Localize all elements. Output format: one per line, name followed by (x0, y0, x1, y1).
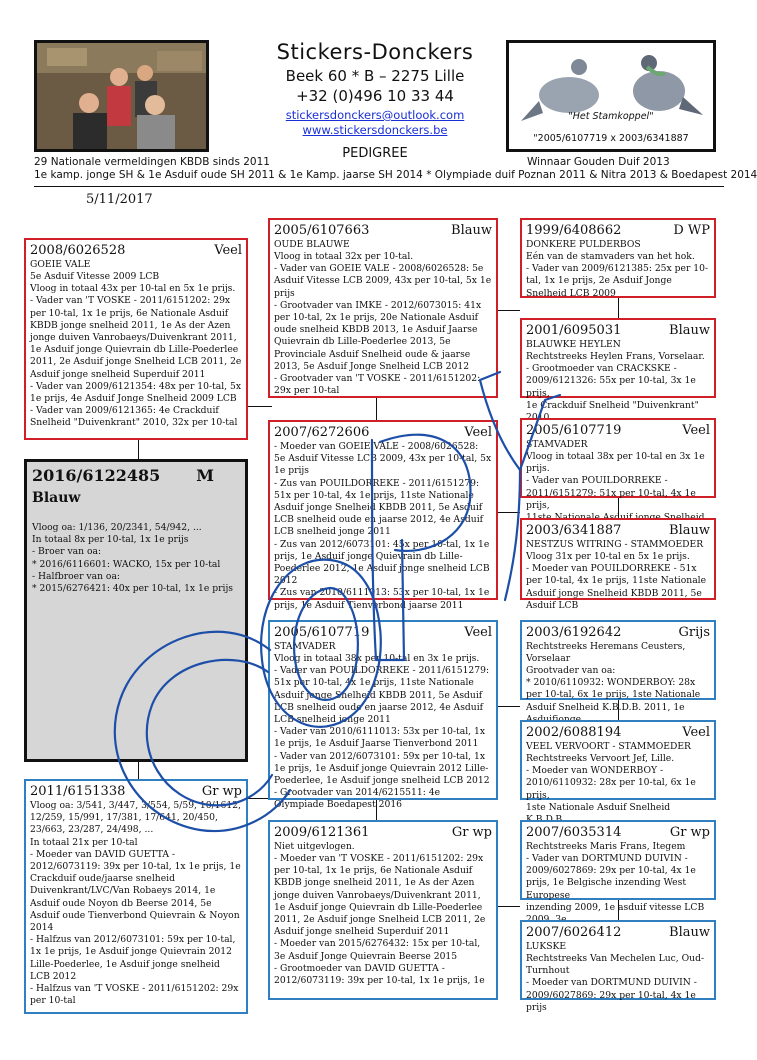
ds-dam-header (526, 724, 710, 741)
connector-dd-grand (498, 906, 520, 907)
dd-dam-card (520, 920, 716, 1013)
sire-sire-name: OUDE BLAUWE (274, 239, 350, 250)
header-phone: +32 (0)496 10 33 44 (296, 87, 454, 105)
dam-dam-line: - Moeder van 2015/6276432: 15x per 10-tal, 3e Asduif Jonge Quievrain Beerse 2015 (274, 938, 481, 962)
sd-sire-header (526, 422, 710, 439)
sire-line: Vloog in totaal 43x per 10-tal en 5x 1e prijs. (30, 283, 236, 295)
dam-card (24, 779, 248, 1014)
sire-ring: 2008/6026528 (30, 243, 126, 258)
dam-line: Vloog oa: 3/541, 3/447, 3/554, 5/59, 10/1612, 12/259, 15/991, 17/381, 17/641, 20/450, 23/663, 23/287, 24/498, ... (30, 800, 241, 836)
dam-color: Gr wp (201, 784, 242, 799)
subject-card (24, 459, 248, 762)
ss-sire-line: - Vader van 2009/6121385: 25x per 10-tal, 1x 1e prijs, 2e Asduif Jonge Snelheid LCB 2009 (526, 263, 709, 299)
connector-sire-subject (138, 440, 139, 459)
connector-subject-dam (138, 762, 139, 779)
header-divider (34, 186, 724, 187)
sd-dam-line: Vloog 31x per 10-tal en 5x 1e prijs. (526, 551, 690, 562)
ss-dam-line: Rechtstreeks Heylen Frans, Vorselaar. (526, 351, 705, 362)
subject-line: Vloog oa: 1/136, 20/2341, 54/942, ... (32, 522, 202, 533)
connector-ss-pair (618, 298, 619, 318)
ds-sire-name: Rechtstreeks Heremans Ceusters, Vorselaar (526, 641, 686, 664)
sire-line: - Vader van 'T VOSKE - 2011/6151202: 29x per 10-tal, 1x 1e prijs, 6e Nationale Asduif KBDB jonge snelheid 2011, 1e As der Azen jonge duiven Vanrobaeys/Duivenkrant 2011, 1e Asduif jonge Quievrain db Lille-Poederlee 2011, 2e Asduif jonge Snelheid LCB 2011, 2e Asduif jonge snelheid Superduif 2011 (30, 295, 242, 380)
dam-sire-name: STAMVADER (274, 641, 336, 652)
subject-line: - Broer van oa: (32, 546, 102, 558)
ds-sire-card (520, 620, 716, 713)
dam-line: - Halfzus van 'T VOSKE - 2011/6151202: 29x per 10-tal (30, 983, 239, 1007)
dd-dam-ring: 2007/6026412 (526, 925, 622, 940)
dam-dam-name: Niet uitgevlogen. (274, 841, 355, 852)
dam-sire-line: - Vader van 2012/6073101: 59x per 10-tal, 1x 1e prijs, 1e Asduif jonge Quievrain 2012 Lille-Poederlee, 1e Asduif jonge snelheid LCB 2012 (274, 750, 490, 787)
ss-dam-ring: 2001/6095031 (526, 323, 622, 338)
dd-sire-line: inzending 2009, 1e asduif vitesse LCB (526, 901, 705, 913)
ss-dam-line: 1e Crackduif Snelheid "Duivenkrant" (526, 399, 699, 411)
dam-dam-line: - Moeder van 'T VOSKE - 2011/6151202: 29x per 10-tal, 1x 1e prijs, 6e Nationale Asduif KBDB jonge snelheid 2011, 1e As der Azen jonge duiven Vanrobaeys/Duivenkrant 2011, 1e Asduif jonge Quievrain db Lille-Poederlee 2011, 2e Asduif jonge Snelheid LCB 2011, 2e Asduif jonge snelheid Superduif 2011 (274, 853, 486, 938)
sd-dam-ring: 2003/6341887 (526, 523, 622, 538)
connector-sd-grand (498, 512, 520, 513)
dd-dam-line: - Moeder van DORTMUND DUIVIN - 2009/6027869: 29x per 10-tal, 4x 1e prijs (526, 977, 697, 1013)
sire-sire-card (268, 218, 498, 398)
dd-sire-line: - Vader van DORTMUND DUIVIN - 2009/6027869: 29x per 10-tal, 4x 1e prijs, 1e Belgische inzending West Europese (526, 853, 696, 901)
dam-dam-header (274, 824, 492, 841)
ss-dam-line: - Grootmoeder van CRACKSKE - 2009/6121326: 55x per 10-tal, 3x 1e prijs, (526, 363, 696, 399)
dd-sire-name: Rechtstreeks Maris Frans, Itegem (526, 841, 686, 852)
sire-card (24, 238, 248, 440)
sire-dam-line: - Zus van POUILDORREKE - 2011/6151279: 51x per 10-tal, 4x 1e prijs, 11ste Nationale Asduif jonge Snelheid KBDB 2011, 5e Asduif LCB snelheid oude en jaarse 2012, 4e Asduif LCB snelheid jonge 2011 (274, 477, 484, 538)
subject-line: - Halfbroer van oa: (32, 570, 121, 582)
ds-sire-line: * 2010/6110932: WONDERBOY: 28x per 10-tal, 6x 1e prijs, 1ste Nationale Asduif Snelheid K.B.D.B. 2011, 1e (526, 677, 701, 713)
subject-line: In totaal 8x per 10-tal, 1x 1e prijs (32, 534, 189, 546)
pigeons-caption-name: "Het Stamkoppel" (568, 111, 654, 122)
dd-dam-header (526, 924, 710, 941)
ds-dam-line: 1ste Nationale Asduif Snelheid (526, 801, 671, 813)
ss-sire-ring: 1999/6408662 (526, 223, 622, 238)
family-photo (34, 40, 209, 152)
ss-sire-name: DONKERE PULDERBOS (526, 239, 641, 250)
sd-dam-name: NESTZUS WITRING - STAMMOEDER (526, 539, 704, 550)
sire-name: GOEIE VALE (30, 259, 91, 270)
dd-dam-line: Rechtstreeks Van Mechelen Luc, Oud-Turnhout (526, 953, 705, 977)
connector-sire-sire-dam (376, 398, 377, 420)
ds-sire-line: Grootvader van oa: (526, 665, 616, 676)
sire-color: Veel (214, 243, 242, 258)
dam-sire-line: Vloog in totaal 38x per 10-tal en 3x 1e prijs. (274, 653, 480, 664)
ds-dam-line: Rechtstreeks Vervoort Jef, Lille. (526, 753, 675, 764)
sd-dam-color: Blauw (669, 523, 710, 538)
sire-dam-line: - Zus van 2010/6111013: 53x per 10-tal, 1x 1e prijs, 1e Asduif Tienverbond jaarse 2011 (274, 587, 490, 611)
sire-dam-color: Veel (464, 425, 492, 440)
sire-sire-line: - Grootvader van 'T VOSKE - 2011/6151202: 29x per 10-tal (274, 373, 481, 397)
ss-dam-header (526, 322, 710, 339)
sd-dam-card (520, 518, 716, 611)
sire-sire-line: Vloog in totaal 32x per 10-tal. (274, 251, 414, 262)
sd-sire-color: Veel (682, 423, 710, 438)
sire-dam-ring: 2007/6272606 (274, 425, 370, 440)
ss-sire-line: Eén van de stamvaders van het hok. (526, 251, 695, 262)
subject-color: Blauw (32, 490, 81, 506)
ds-dam-name: VEEL VERVOORT - STAMMOEDER (526, 741, 691, 752)
sd-sire-card (520, 418, 716, 511)
dam-dam-line: - Grootmoeder van DAVID GUETTA - 2012/6073119: 39x per 10-tal, 1x 1e prijs, 1e (274, 962, 485, 987)
dam-header (30, 783, 242, 800)
subject-line: * 2016/6116601: WACKO, 15x per 10-tal (32, 558, 221, 570)
ds-sire-color: Grijs (678, 625, 710, 640)
dam-dam-color: Gr wp (451, 825, 492, 840)
ss-sire-color: D WP (673, 223, 710, 238)
sire-header (30, 242, 242, 259)
sd-sire-line: - Vader van POUILDORREKE - 2011/6151279: 51x per 10-tal, 4x 1e prijs, (526, 475, 696, 511)
ds-dam-color: Veel (682, 725, 710, 740)
dam-line: - Moeder van DAVID GUETTA - 2012/6073119: 39x per 10-tal, 1x 1e prijs, 1e Crackduif oude/jaarse snelheid Duivenkrant/LVC/Van Robaeys 2014, 1e Asduif oude Noyon db Beerse 2014, 5e Asduif oude Tienverbond Quievrain & Noyon 2014 (30, 848, 241, 934)
dam-sire-ring: 2005/6107719 (274, 625, 370, 640)
header-title: Stickers-Donckers (276, 40, 474, 64)
dam-line: In totaal 21x per 10-tal (30, 836, 138, 848)
sire-line: - Vader van 2009/6121354: 48x per 10-tal, 5x 1e prijs, 4e Asduif Jonge Snelheid 2009 LCB (30, 380, 242, 405)
dd-sire-ring: 2007/6035314 (526, 825, 622, 840)
dam-sire-line: - Grootvader van 2014/6215511: 4e Olympiade Boedapest 2016 (274, 787, 441, 811)
dam-sire-line: - Vader van POUILDORREKE - 2011/6151279: 51x per 10-tal, 4x 1e prijs, 11ste Nationale Asduif jonge Snelheid KBDB 2011, 5e Asduif LCB snelheid oude en jaarse 2012, 4e Asduif LCB snelheid jonge 2011 (274, 665, 490, 726)
sire-sire-ring: 2005/6107663 (274, 223, 370, 238)
dam-sire-card (268, 620, 498, 811)
ds-sire-ring: 2003/6192642 (526, 625, 622, 640)
connector-sire-parents (248, 406, 272, 407)
subject-header (32, 466, 240, 486)
pigeons-photo (506, 40, 716, 152)
dd-sire-card (520, 820, 716, 913)
sd-dam-line: - Moeder van POUILDORREKE - 51x per 10-tal, 4x 1e prijs, 11ste Nationale Asduif jonge Snelheid KBDB 2011, 5e Asduif LCB (526, 563, 707, 611)
pigeons-caption-rings: "2005/6107719 x 2003/6341887 (533, 133, 689, 144)
ds-sire-header (526, 624, 710, 641)
connector-ds-grand (498, 706, 520, 707)
dam-line: - Halfzus van 2012/6073101: 59x per 10-tal, 1x 1e prijs, 1e Asduif jonge Quievrain 2012 Lille-Poederlee, 1e Asduif jonge snelheid LCB 2012 (30, 934, 236, 982)
ss-sire-card (520, 218, 716, 298)
header-address: Beek 60 * B – 2275 Lille (285, 67, 465, 85)
sire-line: 5e Asduif Vitesse 2009 LCB (30, 271, 160, 282)
sire-dam-header (274, 424, 492, 441)
dd-sire-color: Gr wp (669, 825, 710, 840)
dam-dam-card (268, 820, 498, 1000)
sire-sire-color: Blauw (451, 223, 492, 238)
pedigree-label: PEDIGREE (342, 146, 408, 161)
sire-sire-header (274, 222, 492, 239)
subject-line: * 2015/6276421: 40x per 10-tal, 1x 1e prijs (32, 583, 234, 595)
subject-sex: M (196, 466, 214, 485)
sd-sire-name: STAMVADER (526, 439, 588, 450)
dd-dam-color: Blauw (669, 925, 710, 940)
dam-sire-color: Veel (464, 625, 492, 640)
sire-dam-line: - Moeder van GOEIE VALE - 2008/6026528: 5e Asduif Vitesse LCB 2009, 43x per 10-tal, 5x 1e prijs (274, 441, 492, 477)
award-line: Winnaar Gouden Duif 2013 (527, 156, 670, 168)
ss-dam-name: BLAUWKE HEYLEN (526, 339, 621, 350)
date: 5/11/2017 (86, 192, 153, 207)
championships-line: 1e kamp. jonge SH & 1e Asduif oude SH 2011 & 1e Kamp. jaarse SH 2014 * Olympiade duif Poznan 2011 & Nitra 2013 & Boedapest 2014 (34, 169, 757, 181)
ds-dam-card (520, 720, 716, 813)
sire-dam-card (268, 420, 498, 611)
sire-dam-line: - Zus van 2012/6073101: 45x per 10-tal, 1x 1e prijs, 1e Asduif jonge Quievrain db Lille-Poederlee 2012, 1e Asduif jonge snelheid LCB 2012 (274, 538, 490, 587)
dam-sire-header (274, 624, 492, 641)
sd-sire-line: Vloog in totaal 38x per 10-tal en 3x 1e prijs. (526, 451, 705, 475)
dd-dam-name: LUKSKE (526, 941, 567, 952)
dd-sire-header (526, 824, 710, 841)
website-link[interactable]: www.stickersdonckers.be (302, 123, 448, 137)
nationals-line: 29 Nationale vermeldingen KBDB sinds 2011 (34, 156, 270, 168)
ss-sire-header (526, 222, 710, 239)
sire-sire-line: - Grootvader van IMKE - 2012/6073015: 41x per 10-tal, 2x 1e prijs, 20e Nationale Asduif oude snelheid KBDB 2013, 1e Asduif Jaarse Quievrain db Lille-Poederlee 2013, 5e Provinciale Asduif Snelheid oude & jaarse 2013, 5e Asduif Jonge Snelheid LCB 2012 (274, 299, 482, 372)
dam-dam-ring: 2009/6121361 (274, 825, 370, 840)
ss-dam-color: Blauw (669, 323, 710, 338)
dam-sire-line: - Vader van 2010/6111013: 53x per 10-tal, 1x 1e prijs, 1e Asduif Jaarse Tienverbond 2011 (274, 726, 486, 750)
ds-dam-line: - Moeder van WONDERBOY - 2010/6110932: 28x per 10-tal, 6x 1e prijs, (526, 765, 696, 801)
sire-line: - Vader van 2009/6121365: 4e Crackduif Snelheid "Duivenkrant" 2010, 32x per 10-tal (30, 405, 238, 429)
connector-ss-grand (498, 310, 520, 311)
sd-sire-ring: 2005/6107719 (526, 423, 622, 438)
ds-dam-ring: 2002/6088194 (526, 725, 622, 740)
ss-dam-card (520, 318, 716, 411)
family-photo-image (37, 43, 206, 149)
email-link[interactable]: stickersdonckers@outlook.com (285, 108, 465, 122)
sire-sire-line: - Vader van GOEIE VALE - 2008/6026528: 5e Asduif Vitesse LCB 2009, 43x per 10-tal, 5x 1e prijs (274, 263, 492, 299)
subject-ring: 2016/6122485 (32, 466, 161, 485)
header (230, 40, 520, 161)
pigeons-photo-image (509, 43, 713, 149)
dam-ring: 2011/6151338 (30, 784, 126, 799)
sd-dam-header (526, 522, 710, 539)
